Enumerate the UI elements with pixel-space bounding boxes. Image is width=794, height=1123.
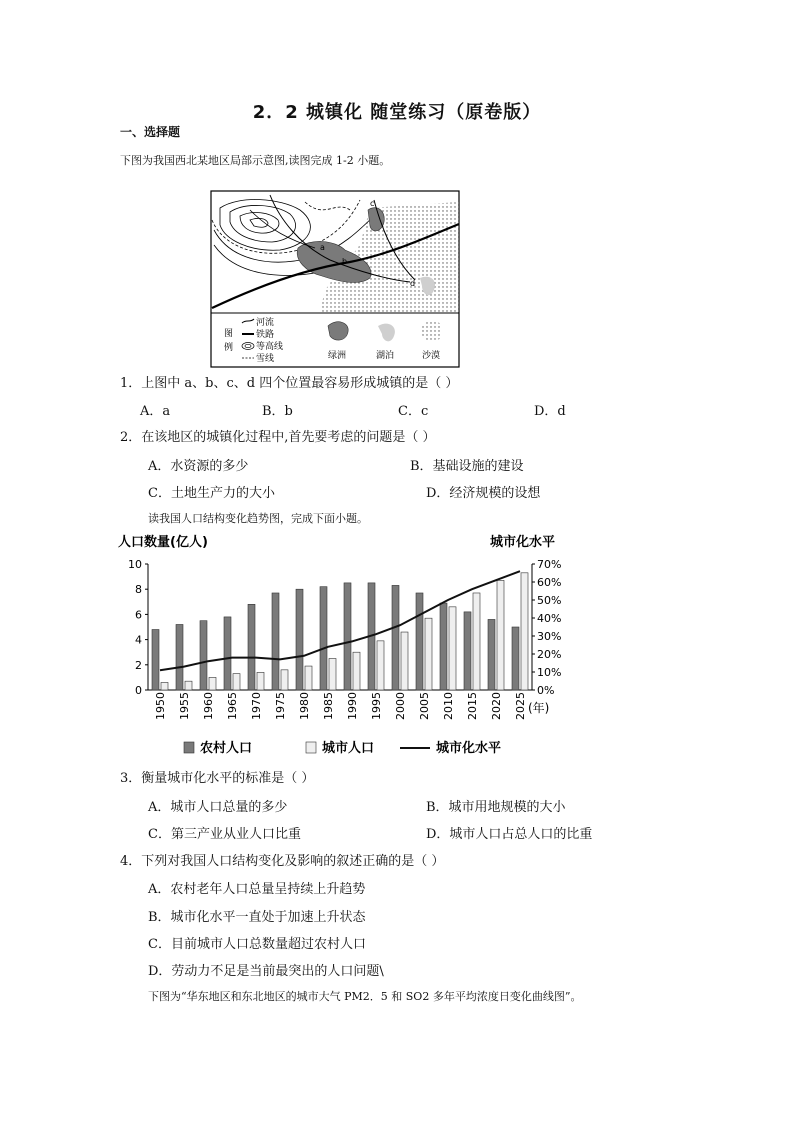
y2-tick-label: 70% <box>537 558 562 571</box>
bar-urban-2025 <box>521 573 528 690</box>
y-tick-label: 0 <box>135 684 142 697</box>
q4-option-c[interactable]: C．目前城市人口总数量超过农村人口 <box>148 937 366 952</box>
q4-option-a[interactable]: A．农村老年人口总量呈持续上升趋势 <box>148 882 366 897</box>
q1-option-a[interactable]: A．a <box>140 404 171 419</box>
bar-urban-2015 <box>473 593 480 690</box>
y2-tick-label: 60% <box>537 576 562 589</box>
x-tick-label: 2025 <box>514 692 527 720</box>
bar-rural-2010 <box>440 603 447 690</box>
bar-rural-2025 <box>512 627 519 690</box>
x-tick-label: 1960 <box>202 692 215 720</box>
bar-urban-1985 <box>329 659 336 691</box>
question-2: 2．在该地区的城镇化过程中,首先要考虑的问题是（ ） <box>120 430 436 445</box>
y-tick-label: 10 <box>128 558 142 571</box>
map-point-d: d <box>410 279 416 288</box>
legend-lake: 湖泊 <box>376 351 395 361</box>
bar-urban-1975 <box>281 670 288 690</box>
bar-urban-2000 <box>401 632 408 690</box>
bar-urban-1965 <box>233 674 240 690</box>
bar-rural-1965 <box>224 617 231 690</box>
q4-option-d[interactable]: D．劳动力不足是当前最突出的人口问题\ <box>148 964 384 979</box>
y-tick-label: 8 <box>135 583 142 597</box>
legend-river: 河流 <box>256 318 275 328</box>
y-tick-label: 2 <box>135 658 142 672</box>
map-point-c: c <box>370 199 375 208</box>
bar-rural-2000 <box>392 585 399 690</box>
q2-option-b[interactable]: B．基础设施的建设 <box>410 459 524 474</box>
q3-option-a[interactable]: A．城市人口总量的多少 <box>148 800 288 815</box>
bar-rural-1960 <box>200 621 207 690</box>
legend-snowline: 雪线 <box>256 354 275 364</box>
legend-urban-label: 城市人口 <box>322 741 375 756</box>
x-tick-label: 2005 <box>418 692 431 720</box>
x-tick-label: 2010 <box>442 692 455 720</box>
x-tick-label: 2020 <box>490 692 503 720</box>
x-tick-label: 1975 <box>274 692 287 720</box>
bar-urban-1950 <box>161 682 168 690</box>
y2-tick-label: 30% <box>537 630 562 643</box>
northwest-region-map <box>210 190 460 368</box>
q1-option-c[interactable]: C．c <box>398 404 429 419</box>
intro-text-3: 下图为“华东地区和东北地区的城市大气 PM2．5 和 SO2 多年平均浓度日变化曲线图”。 <box>148 990 582 1003</box>
map-point-a: a <box>320 243 325 252</box>
legend-urban-swatch <box>306 742 316 753</box>
bar-urban-2010 <box>449 607 456 690</box>
bar-urban-1990 <box>353 652 360 690</box>
q1-option-b[interactable]: B．b <box>262 404 293 419</box>
question-3: 3．衡量城市化水平的标准是（ ） <box>120 771 315 786</box>
map-point-b: b <box>342 257 348 266</box>
bar-rural-1970 <box>248 604 255 690</box>
legend-urbanization-label: 城市化水平 <box>436 741 502 756</box>
q2-option-c[interactable]: C．土地生产力的大小 <box>148 486 275 501</box>
x-tick-label: 1950 <box>154 692 167 720</box>
bar-rural-1955 <box>176 624 183 690</box>
legend-label-1: 图 <box>224 329 234 339</box>
intro-text-1: 下图为我国西北某地区局部示意图,读图完成 1-2 小题。 <box>120 154 391 167</box>
legend-railway: 铁路 <box>256 330 275 340</box>
population-chart <box>118 530 562 766</box>
bar-urban-1980 <box>305 666 312 690</box>
x-tick-label: 1990 <box>346 692 359 720</box>
legend-rural-swatch <box>184 742 194 753</box>
x-tick-label: 1995 <box>370 692 383 720</box>
q4-option-b[interactable]: B．城市化水平一直处于加速上升状态 <box>148 910 366 925</box>
page-title: 2．2 城镇化 随堂练习（原卷版） <box>252 102 542 123</box>
bar-rural-2005 <box>416 593 423 690</box>
bar-urban-1955 <box>185 681 192 690</box>
q1-option-d[interactable]: D．d <box>534 404 566 419</box>
bar-rural-1985 <box>320 587 327 690</box>
q3-option-b[interactable]: B．城市用地规模的大小 <box>426 800 566 815</box>
bar-urban-1970 <box>257 672 264 690</box>
x-tick-label: 2000 <box>394 692 407 720</box>
question-4: 4．下列对我国人口结构变化及影响的叙述正确的是（ ） <box>120 854 445 869</box>
chart-y2-label: 城市化水平 <box>490 535 556 550</box>
bar-rural-2020 <box>488 619 495 690</box>
y2-tick-label: 40% <box>537 612 562 625</box>
legend-desert: 沙漠 <box>422 351 441 361</box>
chart-y-label: 人口数量(亿人) <box>118 535 208 550</box>
x-tick-label: 1980 <box>298 692 311 720</box>
y2-tick-label: 10% <box>537 666 562 679</box>
bar-rural-1975 <box>272 593 279 690</box>
x-tick-label: 1970 <box>250 692 263 720</box>
intro-text-2: 读我国人口结构变化趋势图，完成下面小题。 <box>148 512 368 525</box>
y2-tick-label: 0% <box>537 684 555 697</box>
q3-option-d[interactable]: D．城市人口占总人口的比重 <box>426 827 593 842</box>
bar-urban-2020 <box>497 580 504 690</box>
legend-contour: 等高线 <box>256 342 284 352</box>
x-tick-label: 1965 <box>226 692 239 720</box>
bar-rural-2015 <box>464 612 471 690</box>
y-tick-label: 4 <box>135 633 142 647</box>
bar-rural-1980 <box>296 589 303 690</box>
bar-urban-2005 <box>425 618 432 690</box>
x-unit-label: (年) <box>528 701 550 715</box>
legend-oasis: 绿洲 <box>328 351 347 361</box>
q2-option-a[interactable]: A．水资源的多少 <box>148 459 249 474</box>
legend-label-2: 例 <box>224 343 234 353</box>
q2-option-d[interactable]: D．经济规模的设想 <box>426 486 541 501</box>
bar-urban-1960 <box>209 677 216 690</box>
x-tick-label: 1985 <box>322 692 335 720</box>
y2-tick-label: 50% <box>537 594 562 607</box>
x-tick-label: 1955 <box>178 692 191 720</box>
bar-urban-1995 <box>377 641 384 690</box>
q3-option-c[interactable]: C．第三产业从业人口比重 <box>148 827 301 842</box>
legend-rural-label: 农村人口 <box>200 741 253 756</box>
section-heading: 一、选择题 <box>120 125 181 139</box>
question-1: 1．上图中 a、b、c、d 四个位置最容易形成城镇的是（ ） <box>120 376 459 391</box>
oasis-north <box>368 208 384 231</box>
x-tick-label: 2015 <box>466 692 479 720</box>
y2-tick-label: 20% <box>537 648 562 661</box>
bar-rural-1990 <box>344 583 351 690</box>
bar-rural-1950 <box>152 630 159 690</box>
y-tick-label: 6 <box>135 608 142 622</box>
